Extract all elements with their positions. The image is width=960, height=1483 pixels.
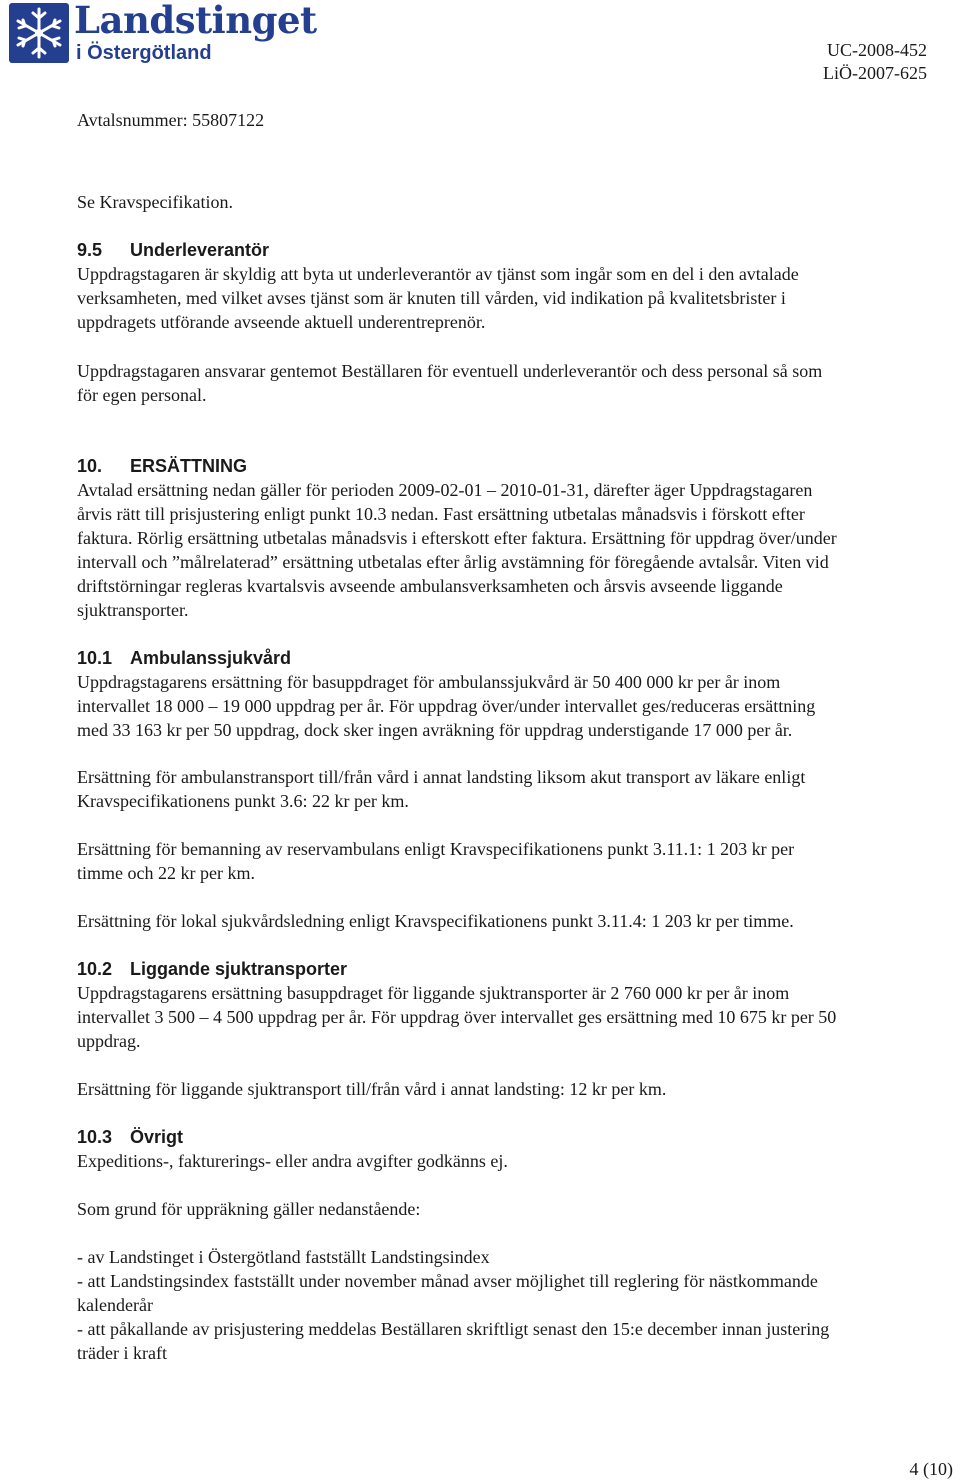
paragraph-line: Ersättning för lokal sjukvårdsledning enligt Kravspecifikationens punkt 3.11.4: 1 203 kr per timme. <box>77 911 794 931</box>
list-item-continuation: kalenderår <box>77 1295 153 1315</box>
contract-number: Avtalsnummer: 55807122 <box>77 110 265 130</box>
paragraph-line: Avtalad ersättning nedan gäller för perioden 2009-02-01 – 2010-01-31, därefter äger Uppdragstagaren <box>77 480 813 500</box>
reference-number-1: UC-2008-452 <box>827 40 927 60</box>
section-heading-9-5 <box>77 238 269 262</box>
section-title: Övrigt <box>130 1127 184 1147</box>
paragraph-line: Uppdragstagarens ersättning för basuppdraget för ambulanssjukvård är 50 400 000 kr per år inom <box>77 672 781 692</box>
paragraph-line: intervallet 3 500 – 4 500 uppdrag per år. För uppdrag över intervallet ges ersättning med 10 675 kr per 50 <box>77 1007 837 1027</box>
section-heading-10-3 <box>77 1125 183 1149</box>
list-item: - att Landstingsindex fastställt under november månad avser möjlighet till reglering för nästkommande <box>77 1271 818 1291</box>
paragraph-line: intervall och ”målrelaterad” ersättning utbetalas efter årlig avstämning för föregående avtalsår. Viten vid <box>77 552 829 572</box>
paragraph-line: Ersättning för ambulanstransport till/från vård i annat landsting liksom akut transport av läkare enligt <box>77 767 806 787</box>
paragraph-line: uppdragets utförande avseende aktuell underentreprenör. <box>77 312 486 332</box>
intro-line: Se Kravspecifikation. <box>77 192 233 212</box>
paragraph-line: årvis rätt till prisjustering enligt punkt 10.3 nedan. Fast ersättning utbetalas månadsvis i förskott efter <box>77 504 805 524</box>
section-heading-10-2 <box>77 957 347 981</box>
paragraph-line: Ersättning för liggande sjuktransport till/från vård i annat landsting: 12 kr per km. <box>77 1079 667 1099</box>
section-number: 9.5 <box>77 240 103 260</box>
paragraph-line: Ersättning för bemanning av reservambulans enligt Kravspecifikationens punkt 3.11.1: 1 203 kr per <box>77 839 795 859</box>
section-number: 10.2 <box>77 959 113 979</box>
snowflake-emblem-icon <box>8 2 70 64</box>
paragraph-line: Uppdragstagarens ersättning basuppdraget för liggande sjuktransporter är 2 760 000 kr per år inom <box>77 983 790 1003</box>
paragraph-line: faktura. Rörlig ersättning utbetalas månadsvis i efterskott efter faktura. Ersättning för uppdrag över/under <box>77 528 837 548</box>
paragraph-line: Uppdragstagaren ansvarar gentemot Beställaren för eventuell underleverantör och dess personal så som <box>77 361 823 381</box>
logo-name: Landstinget <box>74 0 317 42</box>
section-number: 10. <box>77 456 103 476</box>
section-number: 10.3 <box>77 1127 113 1147</box>
section-heading-10-1 <box>77 646 291 670</box>
paragraph-line: sjuktransporter. <box>77 600 189 620</box>
page-number: 4 (10) <box>909 1459 953 1479</box>
paragraph-line: timme och 22 kr per km. <box>77 863 255 883</box>
section-title: Underleverantör <box>130 240 270 260</box>
reference-number-2: LiÖ-2007-625 <box>823 63 927 83</box>
paragraph-line: verksamheten, med vilket avses tjänst som är knuten till vården, vid indikation på kvalitetsbrister i <box>77 288 786 308</box>
section-heading-10 <box>77 454 247 478</box>
section-title: Liggande sjuktransporter <box>130 959 348 979</box>
list-item: - att påkallande av prisjustering meddelas Beställaren skriftligt senast den 15:e december innan justering <box>77 1319 830 1339</box>
paragraph-line: Som grund för uppräkning gäller nedanstående: <box>77 1199 421 1219</box>
paragraph-line: uppdrag. <box>77 1031 141 1051</box>
list-item: - av Landstinget i Östergötland fastställt Landstingsindex <box>77 1247 490 1267</box>
paragraph-line: Kravspecifikationens punkt 3.6: 22 kr per km. <box>77 791 409 811</box>
paragraph-line: Expeditions-, fakturerings- eller andra avgifter godkänns ej. <box>77 1151 508 1171</box>
paragraph-line: med 33 163 kr per 50 uppdrag, dock sker ingen avräkning för uppdrag understigande 17 000 per år. <box>77 720 793 740</box>
section-title: ERSÄTTNING <box>130 456 247 476</box>
section-number: 10.1 <box>77 648 113 668</box>
section-title: Ambulanssjukvård <box>130 648 292 668</box>
paragraph-line: Uppdragstagaren är skyldig att byta ut underleverantör av tjänst som ingår som en del i den avtalade <box>77 264 799 284</box>
paragraph-line: intervallet 18 000 – 19 000 uppdrag per år. För uppdrag över/under intervallet ges/reduceras ersättning <box>77 696 816 716</box>
paragraph-line: driftstörningar regleras kvartalsvis avseende ambulansverksamheten och årsvis avseende liggande <box>77 576 783 596</box>
paragraph-line: för egen personal. <box>77 385 207 405</box>
list-item-continuation: träder i kraft <box>77 1343 167 1363</box>
logo-subtitle: i Östergötland <box>76 42 212 64</box>
landstinget-logo <box>8 0 317 74</box>
